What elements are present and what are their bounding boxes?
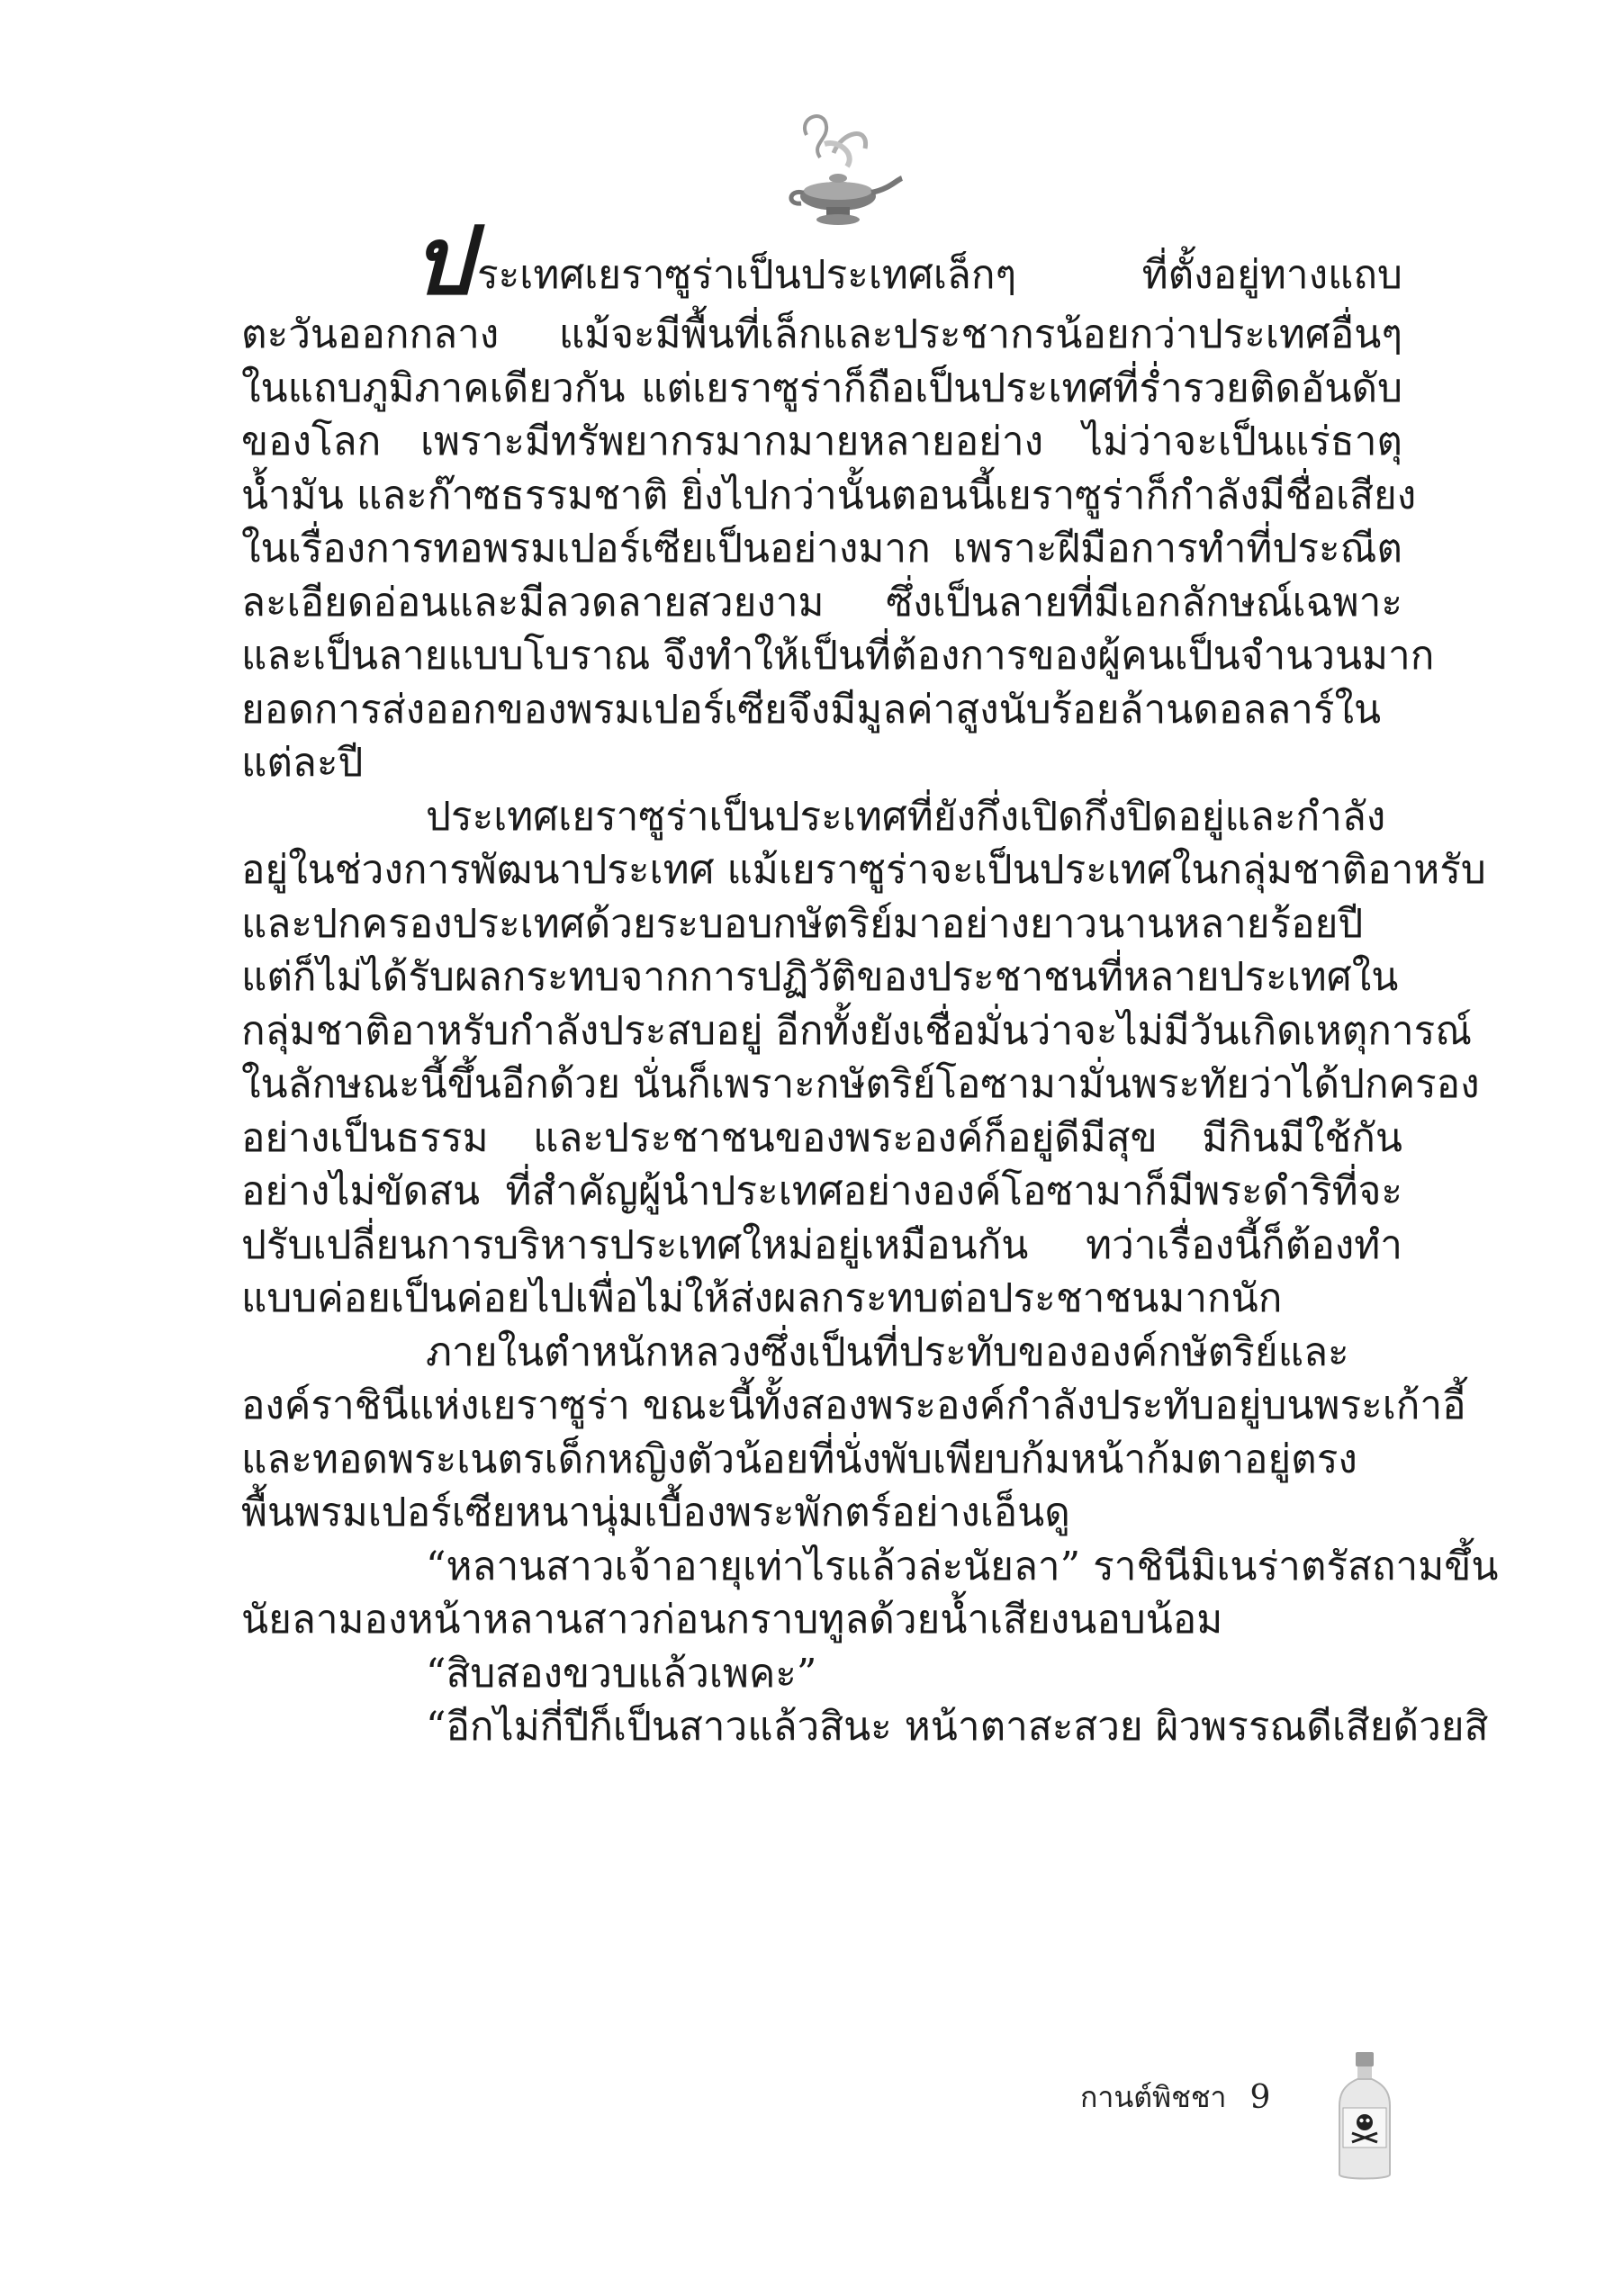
text-line (241, 522, 1402, 576)
text-line (241, 843, 1486, 897)
text-line (241, 1165, 1402, 1219)
text-line (241, 1593, 1402, 1647)
line-text: ละเอียดอ่อนและมีลวดลายสวยงาม ซึ่งเป็นลายที่มีเอกลักษณ์เฉพาะ (241, 579, 1402, 626)
line-text: ในเรื่องการทอพรมเปอร์เซียเป็นอย่างมาก เพราะฝีมือการทำที่ประณีต (241, 526, 1402, 572)
line-text: และปกครองประเทศด้วยระบอบกษัตริย์มาอย่างยาวนานหลายร้อยปี (241, 900, 1364, 947)
text-line (241, 415, 1402, 469)
text-line (241, 950, 1402, 1004)
line-text: ระเทศเยราซูร่าเป็นประเทศเล็กๆ ที่ตั้งอยู่ทางแถบ (477, 252, 1402, 298)
line-text: “อีกไม่กี่ปีก็เป็นสาวแล้วสินะ หน้าตาสะสวย ผิวพรรณดีเสียด้วยสิ (426, 1704, 1489, 1750)
text-line (241, 683, 1402, 737)
line-text: “สิบสองขวบแล้วเพคะ” (426, 1650, 817, 1697)
page-footer (1080, 2070, 1270, 2124)
text-line (241, 1486, 1402, 1540)
text-line (241, 1433, 1402, 1487)
text-line (241, 736, 1402, 790)
text-line (241, 790, 1402, 844)
line-text: พื้นพรมเปอร์เซียหนานุ่มเบื้องพระพักตร์อย่างเอ็นดู (241, 1490, 1070, 1535)
chapter-text (241, 205, 1499, 1754)
line-text: แบบค่อยเป็นค่อยไปเพื่อไม่ให้ส่งผลกระทบต่อประชาชนมากนัก (241, 1275, 1283, 1321)
line-text: อยู่ในช่วงการพัฒนาประเทศ แม้เยราซูร่าจะเป็นประเทศในกลุ่มชาติอาหรับ (241, 847, 1486, 893)
book-title: กานต์พิชชา (1080, 2079, 1227, 2114)
text-line (241, 1379, 1466, 1433)
text-line (241, 1700, 1489, 1754)
line-text: และเป็นลายแบบโบราณ จึงทำให้เป็นที่ต้องการของผู้คนเป็นจำนวนมาก (241, 633, 1435, 679)
line-text: ในแถบภูมิภาคเดียวกัน แต่เยราซูร่าก็ถือเป็นประเทศที่ร่ำรวยติดอันดับ (241, 365, 1402, 411)
line-text: นัยลามองหน้าหลานสาวก่อนกราบทูลด้วยน้ำเสียงนอบน้อม (241, 1597, 1223, 1643)
line-text: และทอดพระเนตรเด็กหญิงตัวน้อยที่นั่งพับเพียบก้มหน้าก้มตาอยู่ตรง (241, 1436, 1357, 1482)
line-text: อย่างเป็นธรรม และประชาชนของพระองค์ก็อยู่ดีมีสุข มีกินมีใช้กัน (241, 1114, 1402, 1161)
drop-cap: ป (412, 205, 473, 316)
line-text: อย่างไม่ขัดสน ที่สำคัญผู้นำประเทศอย่างองค์โอซามาก็มีพระดำริที่จะ (241, 1168, 1402, 1214)
line-text: แต่ก็ไม่ได้รับผลกระทบจากการปฏิวัติของประชาชนที่หลายประเทศใน (241, 954, 1399, 1000)
text-line (241, 205, 1402, 316)
line-text: ยอดการส่งออกของพรมเปอร์เซียจึงมีมูลค่าสูงนับร้อยล้านดอลลาร์ใน (241, 686, 1382, 733)
line-text: กลุ่มชาติอาหรับกำลังประสบอยู่ อีกทั้งยังเชื่อมั่นว่าจะไม่มีวันเกิดเหตุการณ์ (241, 1007, 1473, 1054)
line-text: น้ำมัน และก๊าซธรรมชาติ ยิ่งไปกว่านั้นตอนนี้เยราซูร่าก็กำลังมีชื่อเสียง (241, 472, 1417, 518)
text-line (241, 1326, 1402, 1380)
text-line (241, 1058, 1480, 1112)
text-line (241, 308, 1402, 362)
text-line (241, 897, 1402, 951)
text-line (241, 629, 1435, 683)
line-text: “หลานสาวเจ้าอายุเท่าไรแล้วล่ะนัยลา” ราชินีมิเนร่าตรัสถามขึ้น (426, 1543, 1499, 1589)
poison-bottle-icon (1336, 2048, 1393, 2183)
text-line (241, 1272, 1402, 1326)
line-text: ภายในตำหนักหลวงซึ่งเป็นที่ประทับขององค์กษัตริย์และ (426, 1328, 1349, 1375)
line-text: ประเทศเยราซูร่าเป็นประเทศที่ยังกึ่งเปิดกึ่งปิดอยู่และกำลัง (426, 793, 1386, 840)
line-text: ปรับเปลี่ยนการบริหารประเทศใหม่อยู่เหมือนกัน ทว่าเรื่องนี้ก็ต้องทำ (241, 1221, 1402, 1268)
line-text: องค์ราชินีแห่งเยราซูร่า ขณะนี้ทั้งสองพระองค์กำลังประทับอยู่บนพระเก้าอี้ (241, 1382, 1466, 1428)
text-line (241, 1647, 1402, 1701)
line-text: ในลักษณะนี้ขึ้นอีกด้วย นั่นก็เพราะกษัตริย์โอซามามั่นพระทัยว่าได้ปกครอง (241, 1061, 1480, 1107)
text-line (241, 576, 1402, 630)
text-line (241, 469, 1417, 523)
text-line (241, 1004, 1473, 1058)
line-text: ตะวันออกกลาง แม้จะมีพื้นที่เล็กและประชากรน้อยกว่าประเทศอื่นๆ (241, 311, 1402, 357)
text-line (241, 362, 1402, 416)
line-text: แต่ละปี (241, 740, 364, 786)
page-number: 9 (1249, 2078, 1271, 2116)
text-line (241, 1540, 1499, 1594)
text-line (241, 1112, 1402, 1166)
line-text: ของโลก เพราะมีทรัพยากรมากมายหลายอย่าง ไม่ว่าจะเป็นแร่ธาตุ (241, 419, 1402, 464)
text-line (241, 1219, 1402, 1273)
